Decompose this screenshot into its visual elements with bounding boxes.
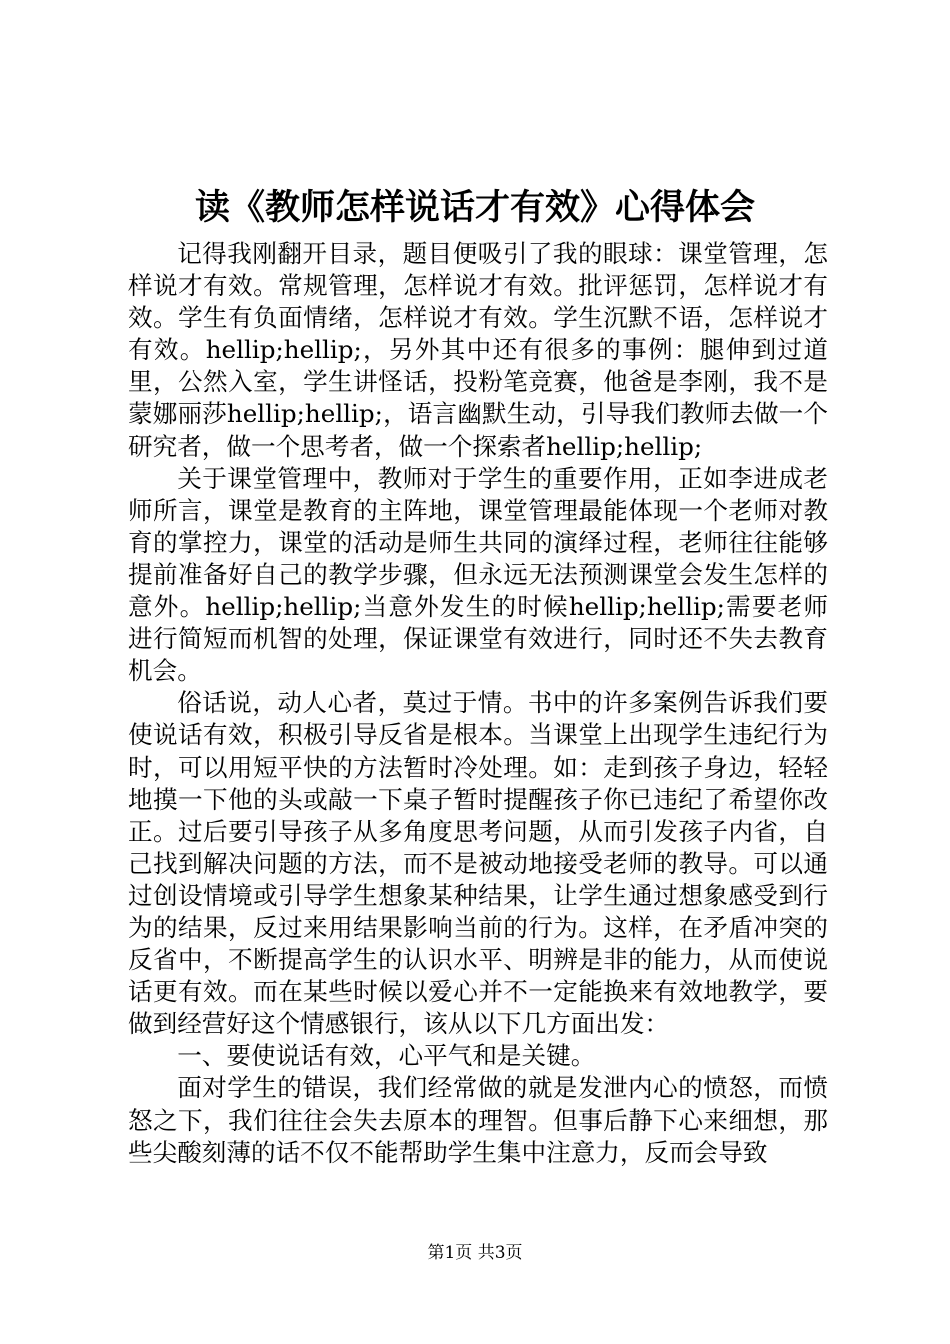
paragraph: 记得我刚翻开目录，题目便吸引了我的眼球：课堂管理，怎样说才有效。常规管理，怎样说才有效。批评惩罚，怎样说才有效。学生有负面情绪，怎样说才有效。学生沉默不语，怎样说才有效。hellip;hellip;，另外其中还有很多的事例：腿伸到过道里，公然入室，学生讲怪话，投粉笔竞赛，他爸是李刚，我不是蒙娜丽莎hellip;hellip;，语言幽默生动，引导我们教师去做一个研究者，做一个思考者，做一个探索者hellip;hellip; bbox=[128, 239, 828, 461]
section-heading: 一、要使说话有效，心平气和是关键。 bbox=[177, 1041, 596, 1071]
paragraph: 面对学生的错误，我们经常做的就是发泄内心的愤怒，而愤怒之下，我们往往会失去原本的理智。但事后静下心来细想，那些尖酸刻薄的话不仅不能帮助学生集中注意力，反而会导致 bbox=[128, 1073, 828, 1167]
document-body bbox=[128, 238, 828, 1169]
paragraph: 俗话说，动人心者，莫过于情。书中的许多案例告诉我们要使说话有效，积极引导反省是根本。当课堂上出现学生违纪行为时，可以用短平快的方法暂时冷处理。如：走到孩子身边，轻轻地摸一下他的头或敲一下桌子暂时提醒孩子你已违纪了希望你改正。过后要引导孩子从多角度思考问题，从而引发孩子内省，自己找到解决问题的方法，而不是被动地接受老师的教导。可以通过创设情境或引导学生想象某种结果，让学生通过想象感受到行为的结果，反过来用结果影响当前的行为。这样，在矛盾冲突的反省中，不断提高学生的认识水平、明辨是非的能力，从而使说话更有效。而在某些时候以爱心并不一定能换来有效地教学，要做到经营好这个情感银行，该从以下几方面出发： bbox=[128, 688, 828, 1039]
paragraph: 关于课堂管理中，教师对于学生的重要作用，正如李进成老师所言，课堂是教育的主阵地，课堂管理最能体现一个老师对教育的掌控力，课堂的活动是师生共同的演绎过程，老师往往能够提前准备好自己的教学步骤，但永远无法预测课堂会发生怎样的意外。hellip;hellip;当意外发生的时候hellip;hellip;需要老师进行简短而机智的处理，保证课堂有效进行，同时还不失去教育机会。 bbox=[128, 463, 828, 686]
document-title: 读《教师怎样说话才有效》心得体会 bbox=[194, 187, 755, 228]
page-footer: 第1页 共3页 bbox=[427, 1243, 523, 1263]
